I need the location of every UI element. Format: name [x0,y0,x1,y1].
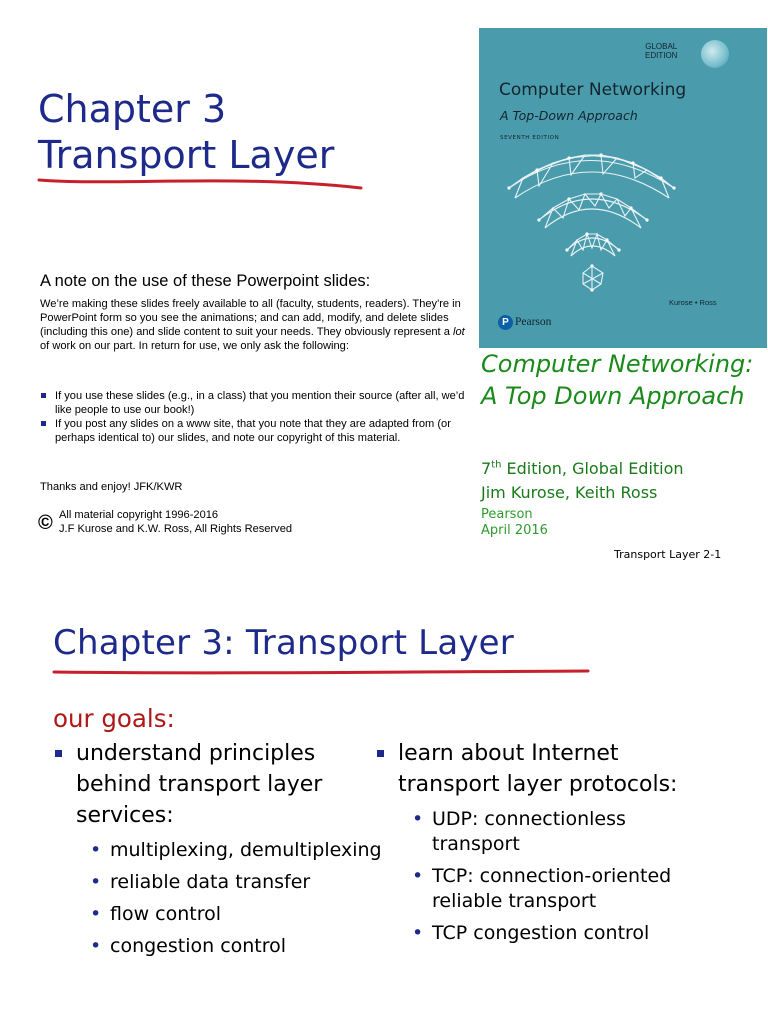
goal-item: understand principles behind transport layer services: [52,738,382,831]
square-bullet-icon [377,750,384,757]
note-bullet: If you use these slides (e.g., in a class) that you mention their source (after all, we’d like people to use our book!) [40,389,472,417]
note-thanks: Thanks and enjoy! JFK/KWR [40,481,183,493]
goals-right-column [374,738,704,946]
bullet-dot-icon: • [412,865,424,887]
copyright-notice: All material copyright 1996-2016 J.F Kurose and K.W. Ross, All Rights Reserved [59,509,293,535]
goal-subitem: • TCP: connection-oriented reliable transport [412,865,672,912]
bullet-dot-icon: • [90,871,102,893]
book-authors: Jim Kurose, Keith Ross [481,483,658,502]
bullet-dot-icon: • [90,839,102,861]
slide2-title-underline [52,662,592,682]
slide1-title-line2: Transport Layer [38,133,335,177]
slide1-title-line1: Chapter 3 [38,87,227,131]
goal-item: learn about Internet transport layer protocols: [374,738,704,800]
note-heading: A note on the use of these Powerpoint slides: [40,272,371,290]
book-cover-image [479,28,767,348]
slide-page-number: Transport Layer 2-1 [614,548,722,561]
book-date: April 2016 [481,523,548,538]
copyright-icon: © [38,512,53,534]
square-bullet-icon [41,393,46,398]
cover-authors: Kurose • Ross [669,298,717,307]
book-edition: 7th Edition, Global Edition [481,459,684,478]
bullet-dot-icon: • [90,935,102,957]
wifi-network-illustration [479,28,767,348]
bullet-dot-icon: • [90,903,102,925]
square-bullet-icon [41,421,46,426]
cover-edition: SEVENTH EDITION [500,135,560,141]
goal-subitem: • multiplexing, demultiplexing [90,839,382,861]
cover-title: Computer Networking [499,80,687,100]
note-body: We’re making these slides freely available to all (faculty, students, readers). They're in PowerPoint form so you see the animations; and can add, modify, and delete slides (including this one) and slide content to suit your needs. They obviously represent a lot of work on our part. In return for use, we only ask the following: [40,298,465,352]
global-edition-badge: GLOBAL EDITION [645,42,678,60]
slide1-title-underline [36,168,366,192]
goals-heading: our goals: [53,704,175,733]
book-publisher: Pearson [481,507,533,522]
pearson-logo-icon: P [498,315,513,330]
cover-publisher: Pearson [515,316,552,328]
goal-subitem: • flow control [90,903,222,925]
cover-subtitle: A Top-Down Approach [500,108,638,123]
square-bullet-icon [55,750,62,757]
slide2-title: Chapter 3: Transport Layer [53,623,514,663]
bullet-dot-icon: • [412,808,424,830]
bullet-dot-icon: • [412,922,424,944]
goal-subitem: • TCP congestion control [412,922,650,944]
goal-subitem: • UDP: connectionless transport [412,808,626,855]
goals-left-column [52,738,382,959]
goal-subitem: • congestion control [90,935,287,957]
note-bullet-list [40,389,472,445]
book-title: Computer Networking: A Top Down Approach [481,350,754,410]
slide1-title [38,86,334,178]
goal-subitem: • reliable data transfer [90,871,311,893]
note-bullet: If you post any slides on a www site, that you note that they are adapted from (or perhaps identical to) our slides, and note our copyright of this material. [40,417,472,445]
